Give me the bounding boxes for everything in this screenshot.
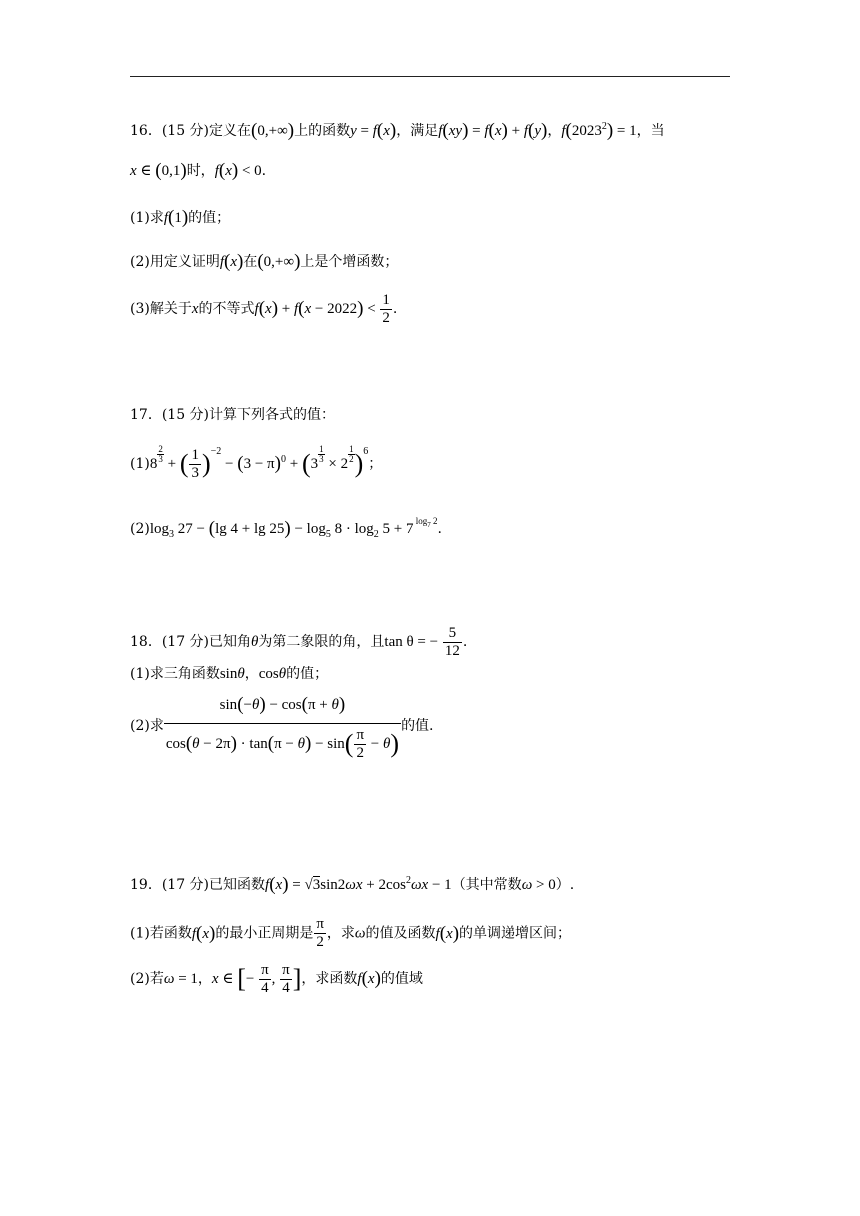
q16-text: 定义在: [209, 123, 252, 139]
math-interval: (0,+∞): [251, 120, 295, 141]
math-omega-eq-1: ω = 1: [163, 970, 198, 987]
q18-text: 的值.: [401, 718, 434, 734]
q16-text: 用定义证明: [149, 254, 220, 270]
q16-stem-line1: [130, 117, 665, 141]
q16-text: ，满足: [396, 123, 439, 139]
q19-text: 的最小正周期是: [215, 925, 314, 942]
math-expression-2: $\log_3 27 - (\lg$ $4 + \lg 25) - \log_5 8 \cdot \log_2 5 + 7$ $^{log_7 2}$: [149, 516, 438, 540]
q18-text: 为第二象限的角，且: [258, 633, 385, 650]
math-interval: (0,+∞): [257, 251, 301, 272]
q16-text: ，: [547, 123, 562, 139]
part-label: (1): [130, 456, 150, 472]
q18-text: 求: [149, 718, 164, 734]
q19-part2: [130, 962, 423, 997]
q19-text: 若函数: [149, 925, 192, 942]
q16-part1: [130, 208, 230, 228]
math-fx: f(x): [357, 967, 381, 989]
q16-text: 解关于: [149, 300, 192, 317]
math-inequality: f(x) + f(x − 2022) < $\frac{1}{2}$: [254, 292, 390, 326]
q16-text: 求: [149, 210, 164, 226]
part-label: (3): [130, 300, 150, 317]
q18-score: (17 分): [161, 633, 210, 650]
math-condition: $f(2023^2) = 1$: [561, 120, 637, 141]
math-sign-condition: f(x) < 0: [214, 160, 262, 181]
q17-part2: [130, 511, 442, 545]
math-f1: f(1): [163, 207, 189, 228]
q16-part2: [130, 252, 398, 272]
q18-number: 18．: [130, 633, 162, 650]
q19-text: ，: [197, 970, 212, 987]
q17-part1: [130, 442, 382, 482]
q19-text: ）.: [555, 877, 575, 893]
q16-text: .: [261, 163, 267, 179]
q18-stem: [130, 625, 467, 660]
q17-text: ；: [368, 456, 383, 472]
math-functional-equation: f(xy) = f(x) + f(y): [438, 120, 548, 141]
header-rule: [130, 76, 730, 77]
q19-text: 已知函数: [209, 877, 266, 893]
q17-text: 计算下列各式的值：: [209, 407, 336, 423]
math-domain: x ∈ (0,1): [130, 160, 187, 181]
q19-text: 的单调递增区间；: [459, 925, 572, 942]
q19-text: 若: [149, 970, 164, 987]
q19-score: (17 分): [161, 877, 210, 893]
math-sin: sinθ: [219, 666, 245, 682]
math-trig-fraction: sin(−θ) − cos(π + θ) cos(θ − 2π) · tan(π − θ) − sin( $\frac{\pi}{2}$ − θ): [164, 690, 401, 762]
q18-text: 已知角: [209, 633, 252, 650]
q18-part2: [130, 690, 434, 762]
q16-text: 的不等式: [198, 300, 255, 317]
q16-text: ，当: [636, 123, 665, 139]
q19-text: 的值及函数: [365, 925, 436, 942]
q17-stem: [130, 405, 335, 425]
q16-text: 在: [243, 254, 258, 270]
math-expression-1: 8 $\frac{2}{3}$ + ( $\frac{1}{3}$ )$^{-2} - (3 - \pi)^0 + (3$ $\frac{1}{3}$ × 2 $\frac{1}{2}$ )$^6$: [149, 444, 369, 482]
q18-text: ，: [244, 666, 259, 682]
q19-stem: [130, 871, 574, 895]
math-fx: f(x): [435, 922, 460, 944]
q16-stem-line2: [130, 161, 266, 181]
math-fx: f(x): [191, 922, 216, 944]
q16-text: 上的函数: [294, 123, 351, 139]
q16-text: 时，: [186, 163, 215, 179]
q18-text: 的值；: [286, 666, 329, 682]
q16-part3: [130, 292, 397, 327]
part-label: (1): [130, 666, 150, 682]
q19-text: 的值域: [380, 970, 423, 987]
math-fx: f(x): [219, 251, 244, 272]
part-label: (1): [130, 210, 150, 226]
q17-text: .: [437, 521, 442, 537]
q16-score: (15 分): [161, 123, 210, 139]
math-function: y = f(x): [350, 120, 397, 141]
math-var-x: x: [191, 300, 199, 317]
q16-text: 的值；: [188, 210, 231, 226]
math-function-def: $f(x) = √3\sin 2\omega x + 2\cos^2\omega x - 1$: [265, 874, 452, 895]
math-pi-over-2: $\frac{\pi}{2}$: [316, 916, 324, 950]
q16-text: 上是个增函数；: [300, 254, 399, 270]
part-label: (2): [130, 521, 150, 537]
q17-score: (15 分): [161, 407, 210, 423]
math-cos: cosθ: [258, 666, 287, 682]
ineq-value: 2022: [327, 300, 358, 317]
q18-text: 求三角函数: [149, 666, 220, 682]
part-label: (1): [130, 925, 150, 942]
part-label: (2): [130, 718, 150, 734]
q16-number: 16．: [130, 123, 162, 139]
part-label: (2): [130, 254, 150, 270]
q19-text: ，求: [326, 925, 355, 942]
q17-number: 17．: [130, 407, 162, 423]
q16-text: .: [392, 300, 398, 317]
q19-text: （其中常数: [451, 877, 522, 893]
q19-part1: [130, 916, 571, 951]
math-omega: ω: [354, 925, 366, 942]
math-x-interval: x ∈ [− $\frac{\pi}{4}$ , $\frac{\pi}{4}$ ]: [211, 962, 302, 996]
q19-text: ，求函数: [301, 970, 358, 987]
year-value: 2023: [571, 123, 602, 139]
q19-number: 19．: [130, 877, 162, 893]
math-omega-positive: ω > 0: [521, 877, 556, 893]
q18-text: .: [462, 633, 468, 650]
math-tan-condition: tan θ = − $\frac{5}{12}$: [384, 625, 460, 659]
math-theta: θ: [251, 633, 259, 650]
part-label: (2): [130, 970, 150, 987]
q18-part1: [130, 664, 328, 684]
